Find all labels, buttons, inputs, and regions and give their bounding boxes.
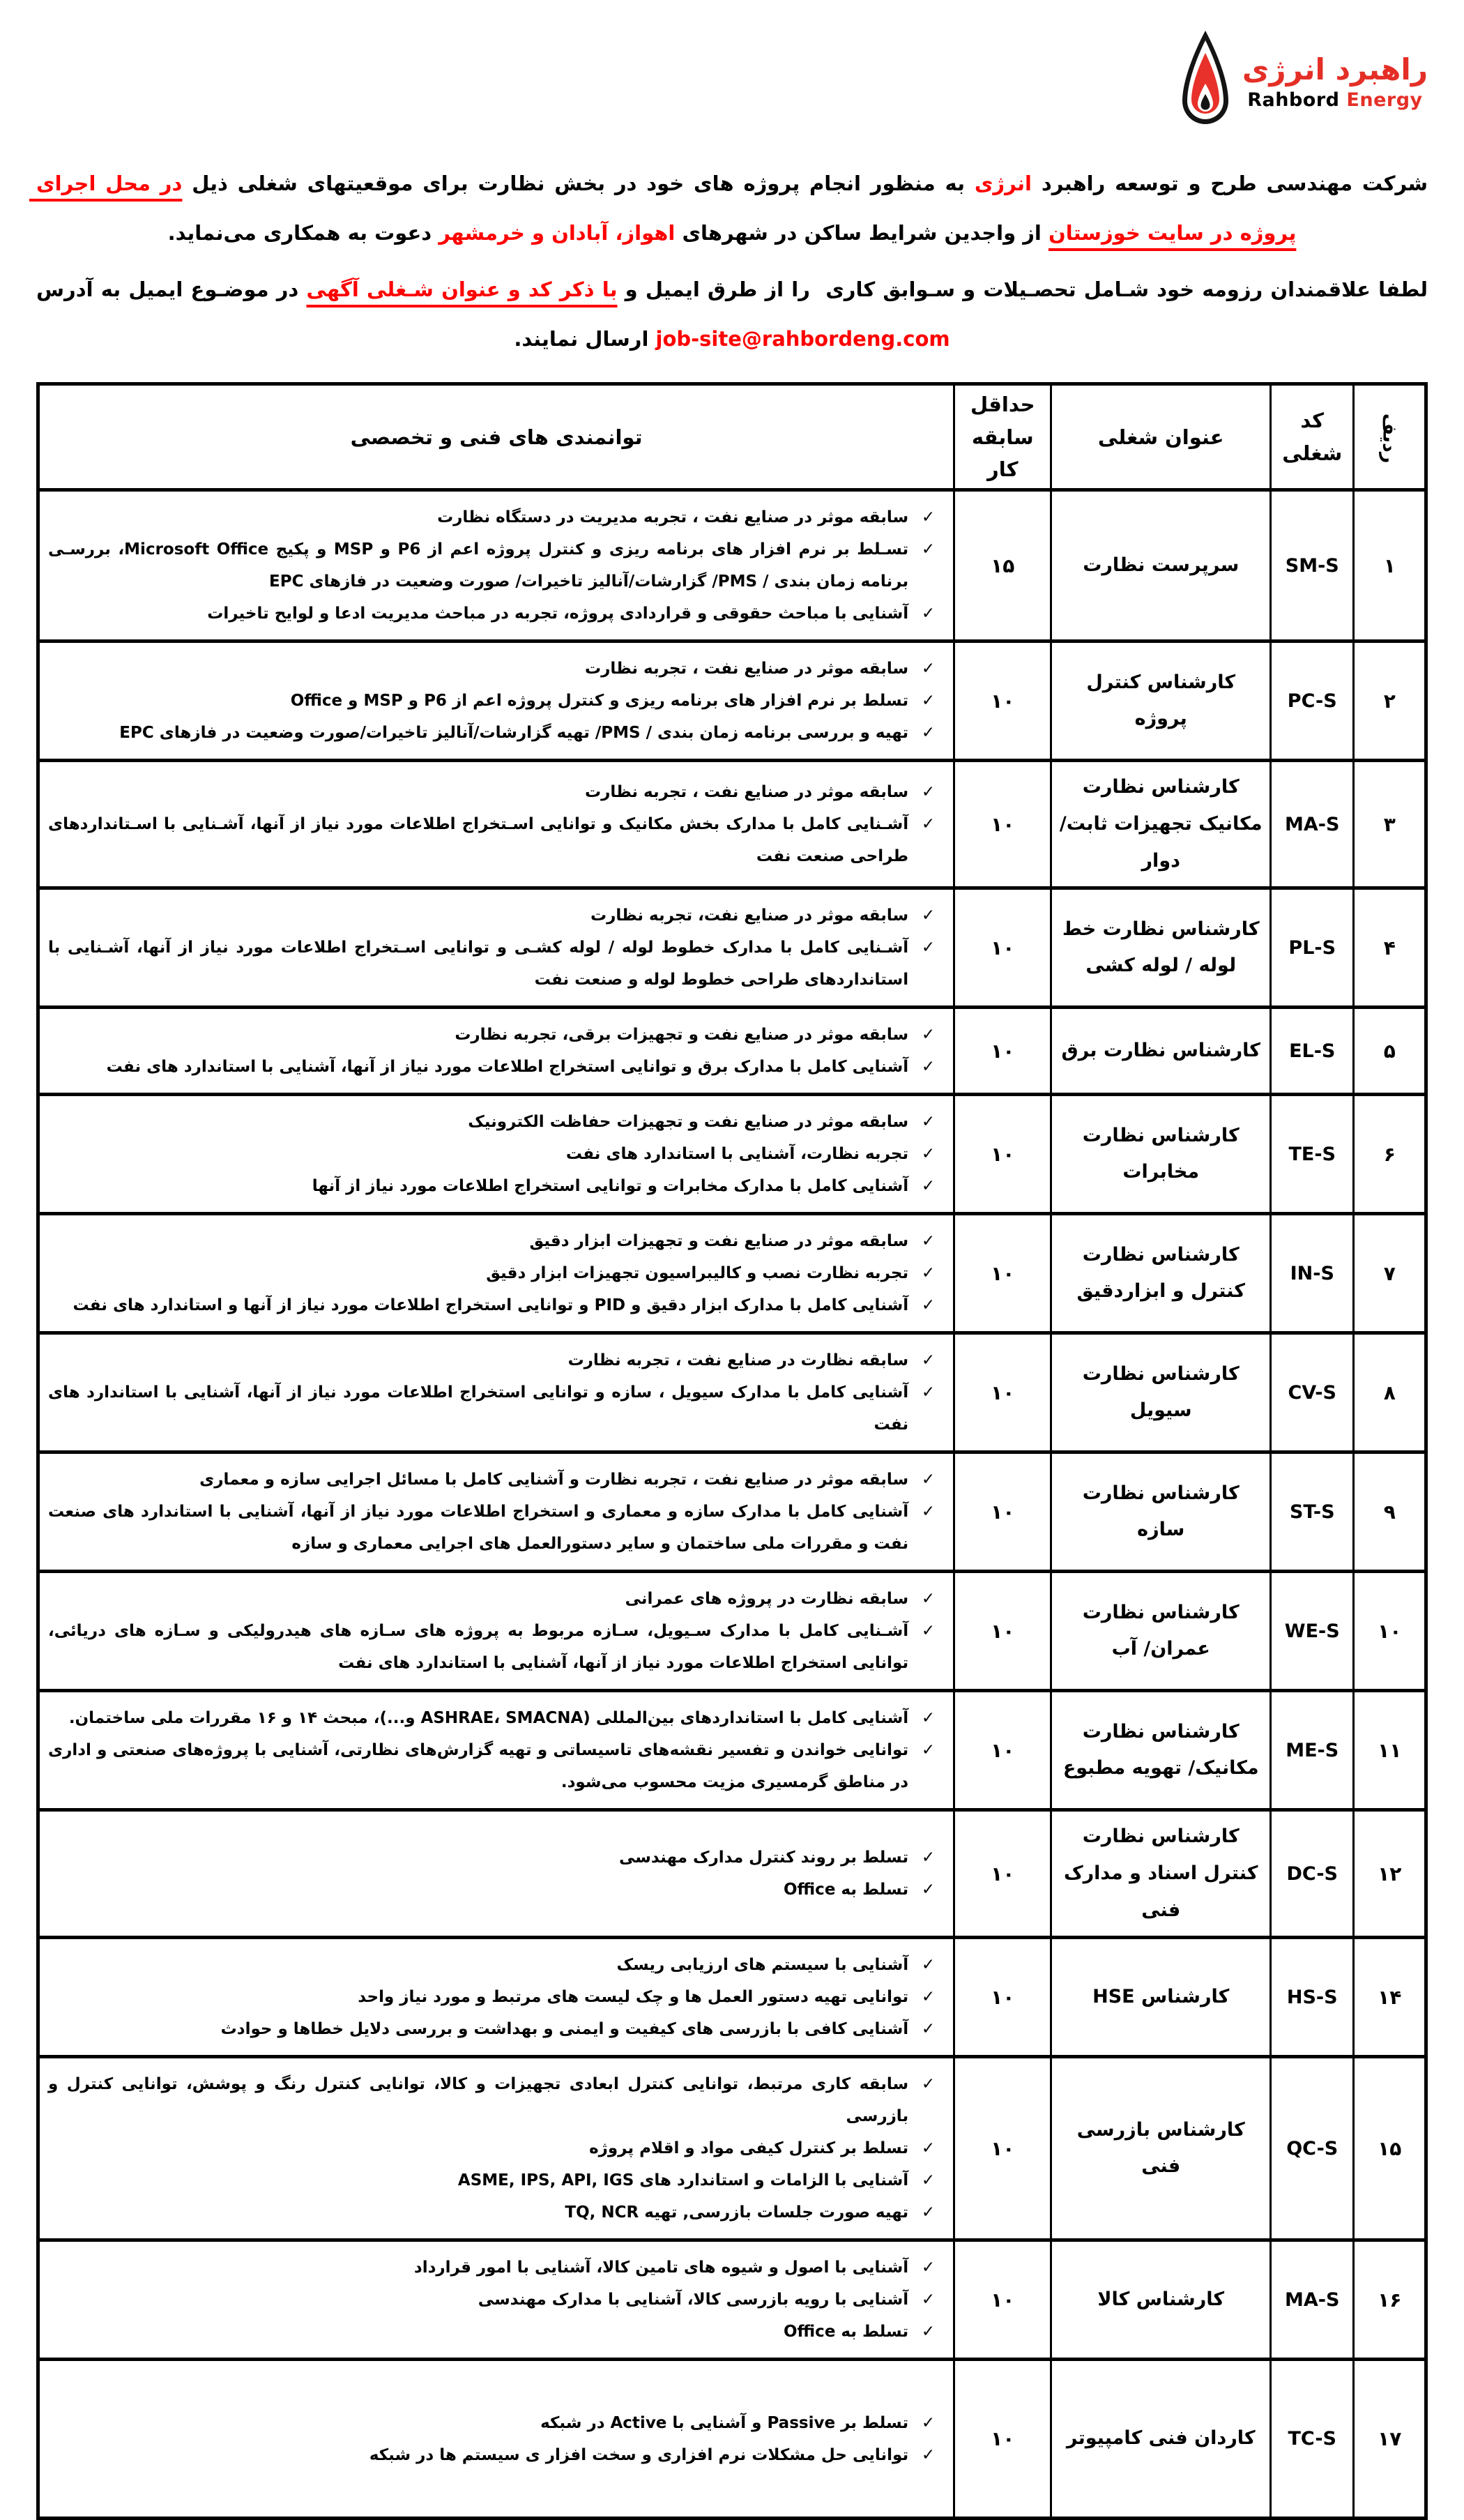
experience-cell: ۱۰	[954, 1008, 1051, 1095]
skill-item: ✓ آشنایی با رویه بازرسی کالا، آشنایی با مدارک مهندسی	[48, 2284, 945, 2316]
table-row	[38, 1691, 1426, 1810]
skills-list	[48, 900, 945, 996]
logo-text	[1242, 54, 1428, 110]
row-number-cell: ۱۲	[1354, 1810, 1426, 1938]
text-segment: ارسال نمایند.	[514, 327, 656, 351]
job-code-cell: EL-S	[1271, 1008, 1354, 1095]
experience-cell: ۱۰	[954, 1691, 1051, 1810]
job-title-cell: کارشناس نظارت خط لوله / لوله کشی	[1051, 888, 1271, 1008]
table-row	[38, 1938, 1426, 2057]
text-segment: شرکت مهندسی طرح و توسعه راهبرد	[1031, 172, 1428, 195]
header-skills: توانمندی های فنی و تخصصی	[38, 384, 954, 490]
row-number-cell: ۵	[1354, 1008, 1426, 1095]
skill-item: ✓ سابقه موثر در صنایع نفت ، تجربه نظارت	[48, 653, 945, 685]
skill-item: ✓ آشنایی کامل با مدارک ابزار دقیق و PID و توانایی استخراج اطلاعات مورد نیاز از آنها و استاندارد های نفت	[48, 1289, 945, 1321]
job-title-cell: کارشناس نظارت مکانیک/ تهویه مطبوع	[1051, 1691, 1271, 1810]
job-code-cell: TC-S	[1271, 2360, 1354, 2519]
experience-cell: ۱۰	[954, 642, 1051, 761]
row-number-cell: ۹	[1354, 1452, 1426, 1572]
header-job-title: عنوان شغلی	[1051, 384, 1271, 490]
skills-list	[48, 501, 945, 630]
table-row	[38, 888, 1426, 1008]
skills-cell	[38, 1691, 954, 1810]
job-code-cell: IN-S	[1271, 1214, 1354, 1333]
text-segment: در محل اجرای پروژه در سایت خوزستان	[29, 172, 1297, 245]
experience-cell: ۱۰	[954, 888, 1051, 1008]
intro-paragraph-2	[29, 265, 1428, 364]
skills-cell	[38, 1938, 954, 2057]
experience-cell: ۱۰	[954, 761, 1051, 888]
skills-cell	[38, 490, 954, 642]
company-logo	[1177, 26, 1428, 138]
skill-item: ✓ توانایی تهیه دستور العمل ها و چک لیست های مرتبط و مورد نیاز واحد	[48, 1981, 945, 2013]
job-code-cell: ST-S	[1271, 1452, 1354, 1572]
row-number-cell: ۱۰	[1354, 1572, 1426, 1691]
job-code-cell: PC-S	[1271, 642, 1354, 761]
skill-item: ✓ توانایی خواندن و تفسیر نقشه‌های تاسیساتی و تهیه گزارش‌های نظارتی، آشنایی با پروژه‌های صنعتی و اداری در مناطق گرمسیری مزیت محسوب می‌شود.	[48, 1734, 945, 1798]
skills-cell	[38, 1452, 954, 1572]
job-title-cell: کارشناس بازرسی فنی	[1051, 2057, 1271, 2240]
table-row	[38, 2057, 1426, 2240]
row-number-cell: ۲	[1354, 642, 1426, 761]
job-code-cell: CV-S	[1271, 1333, 1354, 1452]
skills-list	[48, 1019, 945, 1083]
skill-item: ✓ آشنایی کافی با بازرسی های کیفیت و ایمنی و بهداشت و بررسی دلایل خطاها و حوادث	[48, 2013, 945, 2045]
row-number-cell: ۱۷	[1354, 2360, 1426, 2519]
skill-item: ✓ سابقه موثر در صنایع نفت ، تجربه نظارت و آشنایی کامل با مسائل اجرایی سازه و معماری	[48, 1464, 945, 1496]
skill-item: ✓ سابقه نظارت در پروژه های عمرانی	[48, 1583, 945, 1615]
table-row	[38, 1333, 1426, 1452]
row-number-cell: ۱	[1354, 490, 1426, 642]
table-row	[38, 1452, 1426, 1572]
skill-item: ✓ سابقه نظارت در صنایع نفت ، تجربه نظارت	[48, 1344, 945, 1376]
skill-item: ✓ آشنایی کامل با مدارک سازه و معماری و استخراج اطلاعات مورد نیاز از آنها، آشنایی با استاندارد های صنعت نفت و مقررات ملی ساختمان و سایر دستورالعمل های اجرایی معماری و سازه	[48, 1496, 945, 1560]
skills-list	[48, 653, 945, 749]
row-number-cell: ۱۵	[1354, 2057, 1426, 2240]
skills-cell	[38, 1008, 954, 1095]
skill-item: ✓ تسلط بر نرم افزار های برنامه ریزی و کنترل پروژه اعم از P6 و MSP و Office	[48, 685, 945, 717]
table-row	[38, 490, 1426, 642]
header-job-code: کد شغلی	[1271, 384, 1354, 490]
skill-item: ✓ آشنایی با الزامات و استاندارد های ASME, IPS, API, IGS	[48, 2164, 945, 2196]
skill-item: ✓ تهیه صورت جلسات بازرسی, تهیه TQ, NCR	[48, 2196, 945, 2229]
experience-cell: ۱۰	[954, 1810, 1051, 1938]
row-number-cell: ۳	[1354, 761, 1426, 888]
experience-cell: ۱۰	[954, 2057, 1051, 2240]
job-title-cell: کارشناس نظارت برق	[1051, 1008, 1271, 1095]
job-title-cell: کارشناس نظارت مکانیک تجهیزات ثابت/ دوار	[1051, 761, 1271, 888]
text-segment: در موضـوع ایمیل به آدرس	[29, 278, 307, 302]
text-segment: از واجدین شرایط ساکن در شهرهای	[675, 221, 1049, 245]
jobs-table	[36, 382, 1428, 2520]
table-row	[38, 642, 1426, 761]
skill-item: ✓ سابقه موثر در صنایع نفت ، تجربه نظارت	[48, 776, 945, 808]
skills-list	[48, 1106, 945, 1202]
skills-list	[48, 1583, 945, 1679]
skill-item: ✓ آشنایی با سیستم های ارزیابی ریسک	[48, 1949, 945, 1981]
experience-cell: ۱۰	[954, 1572, 1051, 1691]
table-row	[38, 1810, 1426, 1938]
skill-item: ✓ آشـنایی کامل با مدارک خطوط لوله / لوله کشـی و توانایی اسـتخراج اطلاعات مورد نیاز از آنها، آشـنایی با استانداردهای طراحی خطوط لوله و صنعت نفت	[48, 932, 945, 996]
header-row-number	[1354, 384, 1426, 490]
skill-item: ✓ تهیه و بررسی برنامه زمان بندی / PMS/ تهیه گزارشات/آنالیز تاخیرات/صورت وضعیت در فازهای EPC	[48, 717, 945, 749]
job-title-cell: سرپرست نظارت	[1051, 490, 1271, 642]
skill-item: ✓ تسلط بر کنترل کیفی مواد و اقلام پروژه	[48, 2132, 945, 2164]
jobs-table-body	[38, 490, 1426, 2519]
table-header-row	[38, 384, 1426, 490]
row-number-cell: ۸	[1354, 1333, 1426, 1452]
logo-en-black: Rahbord	[1247, 89, 1340, 111]
job-title-cell: کارشناس کنترل پروژه	[1051, 642, 1271, 761]
text-segment: با ذکر کد و عنوان شـغلی آگهی	[306, 278, 618, 302]
text-segment: انرژی	[974, 172, 1032, 195]
skill-item: ✓ آشنایی کامل با مدارک سیویل ، سازه و توانایی استخراج اطلاعات مورد نیاز از آنها، آشنایی با استاندارد های نفت	[48, 1376, 945, 1441]
job-title-cell: کارشناس نظارت مخابرات	[1051, 1095, 1271, 1214]
oil-drop-flame-icon	[1177, 29, 1234, 135]
skills-list	[48, 1949, 945, 2045]
skill-item: ✓ تجربه نظارت نصب و کالیبراسیون تجهیزات ابزار دقیق	[48, 1257, 945, 1289]
text-segment: دعوت به همکاری می‌نماید.	[167, 221, 439, 245]
row-number-cell: ۱۴	[1354, 1938, 1426, 2057]
skills-cell	[38, 1810, 954, 1938]
job-title-cell: کارشناس نظارت سیویل	[1051, 1333, 1271, 1452]
skills-cell	[38, 1214, 954, 1333]
text-segment: لطفا علاقمندان رزومه خود شـامل تحصـیلات و سـوابق کاری را از طرق ایمیل و	[617, 278, 1428, 302]
job-title-cell: کارشناس نظارت کنترل اسناد و مدارک فنی	[1051, 1810, 1271, 1938]
table-row	[38, 1095, 1426, 1214]
experience-cell: ۱۰	[954, 1214, 1051, 1333]
intro-paragraph-1	[29, 159, 1428, 258]
job-code-cell: DC-S	[1271, 1810, 1354, 1938]
skills-cell	[38, 642, 954, 761]
skill-item: ✓ آشنایی کامل با مدارک مخابرات و توانایی استخراج اطلاعات مورد نیاز از آنها	[48, 1170, 945, 1202]
table-row	[38, 761, 1426, 888]
skill-item: ✓ سابقه موثر در صنایع نفت ، تجربه مدیریت در دستگاه نظارت	[48, 501, 945, 533]
skill-item: ✓ تسلط بر روند کنترل مدارک مهندسی	[48, 1842, 945, 1874]
skills-list	[48, 2252, 945, 2348]
job-title-cell: کاردان فنی کامپیوتر	[1051, 2360, 1271, 2519]
skills-list	[48, 2068, 945, 2229]
skills-cell	[38, 2057, 954, 2240]
job-title-cell: کارشناس نظارت سازه	[1051, 1452, 1271, 1572]
row-number-cell: ۱۶	[1354, 2240, 1426, 2360]
skill-item: ✓ توانایی حل مشکلات نرم افزاری و سخت افزار ی سیستم ها در شبکه	[48, 2439, 945, 2471]
experience-cell: ۱۵	[954, 490, 1051, 642]
job-code-cell: HS-S	[1271, 1938, 1354, 2057]
skill-item: ✓ آشنایی کامل با استانداردهای بین‌المللی (ASHRAE، SMACNA و...)، مبحث ۱۴ و ۱۶ مقررات ملی ساختمان.	[48, 1702, 945, 1734]
skill-item: ✓ آشـنایی کامل با مدارک بخش مکانیک و توانایی اسـتخراج اطلاعات مورد نیاز از آنها، آشـنایی با اسـتانداردهای طراحی صنعت نفت	[48, 808, 945, 872]
table-row	[38, 1214, 1426, 1333]
skills-cell	[38, 1572, 954, 1691]
job-code-cell: SM-S	[1271, 490, 1354, 642]
skill-item: ✓ سابقه موثر در صنایع نفت و تجهیزات ابزار دقیق	[48, 1225, 945, 1257]
job-title-cell: کارشناس نظارت عمران/ آب	[1051, 1572, 1271, 1691]
job-title-cell: کارشناس کالا	[1051, 2240, 1271, 2360]
text-segment: اهواز، آبادان و خرمشهر	[439, 221, 676, 245]
experience-cell: ۱۰	[954, 1938, 1051, 2057]
document-header	[36, 26, 1428, 138]
row-number-cell: ۷	[1354, 1214, 1426, 1333]
skill-item: ✓ آشنایی با اصول و شیوه های تامین کالا، آشنایی با امور قرارداد	[48, 2252, 945, 2284]
skills-list	[48, 1464, 945, 1560]
job-code-cell: QC-S	[1271, 2057, 1354, 2240]
skills-cell	[38, 888, 954, 1008]
experience-cell: ۱۰	[954, 1452, 1051, 1572]
logo-title-fa: راهبرد انرژی	[1242, 52, 1428, 87]
header-min-experience: حداقل سابقه کار	[954, 384, 1051, 490]
skills-cell	[38, 761, 954, 888]
skill-item: ✓ آشـنایی کامل با مدارک سـیویل، سـازه مربوط به پروژه های سـازه های هیدرولیکی و سـازه های دریائی، توانایی استخراج اطلاعات مورد نیاز از آنها، آشنایی با استاندارد های نفت	[48, 1615, 945, 1679]
skill-item: ✓ سابقه کاری مرتبط، توانایی کنترل ابعادی تجهیزات و کالا، توانایی کنترل رنگ و پوشش، توانایی کنترل و بازرسی	[48, 2068, 945, 2132]
row-number-cell: ۱۱	[1354, 1691, 1426, 1810]
skills-list	[48, 2407, 945, 2471]
skills-list	[48, 1842, 945, 1906]
table-row	[38, 2360, 1426, 2519]
skill-item: ✓ تسـلط بر نرم افزار های برنامه ریزی و کنترل پروژه اعم از P6 و MSP و پکیج Microsoft Office، بررسـی برنامه زمان بندی / PMS/ گزارشات/آنالیز تاخیرات/ صورت وضعیت در فازهای EPC	[48, 533, 945, 598]
experience-cell: ۱۰	[954, 2240, 1051, 2360]
skill-item: ✓ تسلط به Office	[48, 2316, 945, 2348]
skills-cell	[38, 2360, 954, 2519]
logo-title-en	[1247, 89, 1422, 111]
skills-list	[48, 1344, 945, 1441]
job-title-cell: کارشناس HSE	[1051, 1938, 1271, 2057]
job-code-cell: TE-S	[1271, 1095, 1354, 1214]
job-code-cell: ME-S	[1271, 1691, 1354, 1810]
skills-list	[48, 776, 945, 872]
skill-item: ✓ تسلط به Office	[48, 1874, 945, 1906]
logo-en-red: Energy	[1346, 89, 1423, 111]
skill-item: ✓ سابقه موثر در صنایع نفت و تجهیزات حفاظت الکترونیک	[48, 1106, 945, 1138]
skill-item: ✓ آشنایی با مباحث حقوقی و قراردادی پروژه، تجربه در مباحث مدیریت ادعا و لوایح تاخیرات	[48, 598, 945, 630]
skill-item: ✓ تجربه نظارت، آشنایی با استاندارد های نفت	[48, 1138, 945, 1170]
email-link[interactable]: job-site@rahbordeng.com	[655, 327, 950, 351]
job-code-cell: PL-S	[1271, 888, 1354, 1008]
job-code-cell: MA-S	[1271, 2240, 1354, 2360]
experience-cell: ۱۰	[954, 1333, 1051, 1452]
experience-cell: ۱۰	[954, 1095, 1051, 1214]
table-row	[38, 1572, 1426, 1691]
table-row	[38, 2240, 1426, 2360]
row-number-cell: ۶	[1354, 1095, 1426, 1214]
skill-item: ✓ سابقه موثر در صنایع نفت و تجهیزات برقی، تجربه نظارت	[48, 1019, 945, 1051]
skills-list	[48, 1225, 945, 1321]
skills-cell	[38, 1095, 954, 1214]
skill-item: ✓ آشنایی کامل با مدارک برق و توانایی استخراج اطلاعات مورد نیاز از آنها، آشنایی با استاندارد های نفت	[48, 1051, 945, 1083]
skills-list	[48, 1702, 945, 1798]
job-title-cell: کارشناس نظارت کنترل و ابزاردقیق	[1051, 1214, 1271, 1333]
row-number-cell: ۴	[1354, 888, 1426, 1008]
skill-item: ✓ سابقه موثر در صنایع نفت، تجربه نظارت	[48, 900, 945, 932]
skills-cell	[38, 1333, 954, 1452]
table-row	[38, 1008, 1426, 1095]
text-segment: به منظور انجام پروژه های خود در بخش نظارت برای موقعیتهای شغلی ذیل	[182, 172, 975, 195]
skills-cell	[38, 2240, 954, 2360]
header-row-number-label: ردیف	[1378, 413, 1401, 464]
skill-item: ✓ تسلط بر Passive و آشنایی با Active در شبکه	[48, 2407, 945, 2439]
job-code-cell: WE-S	[1271, 1572, 1354, 1691]
job-code-cell: MA-S	[1271, 761, 1354, 888]
experience-cell: ۱۰	[954, 2360, 1051, 2519]
